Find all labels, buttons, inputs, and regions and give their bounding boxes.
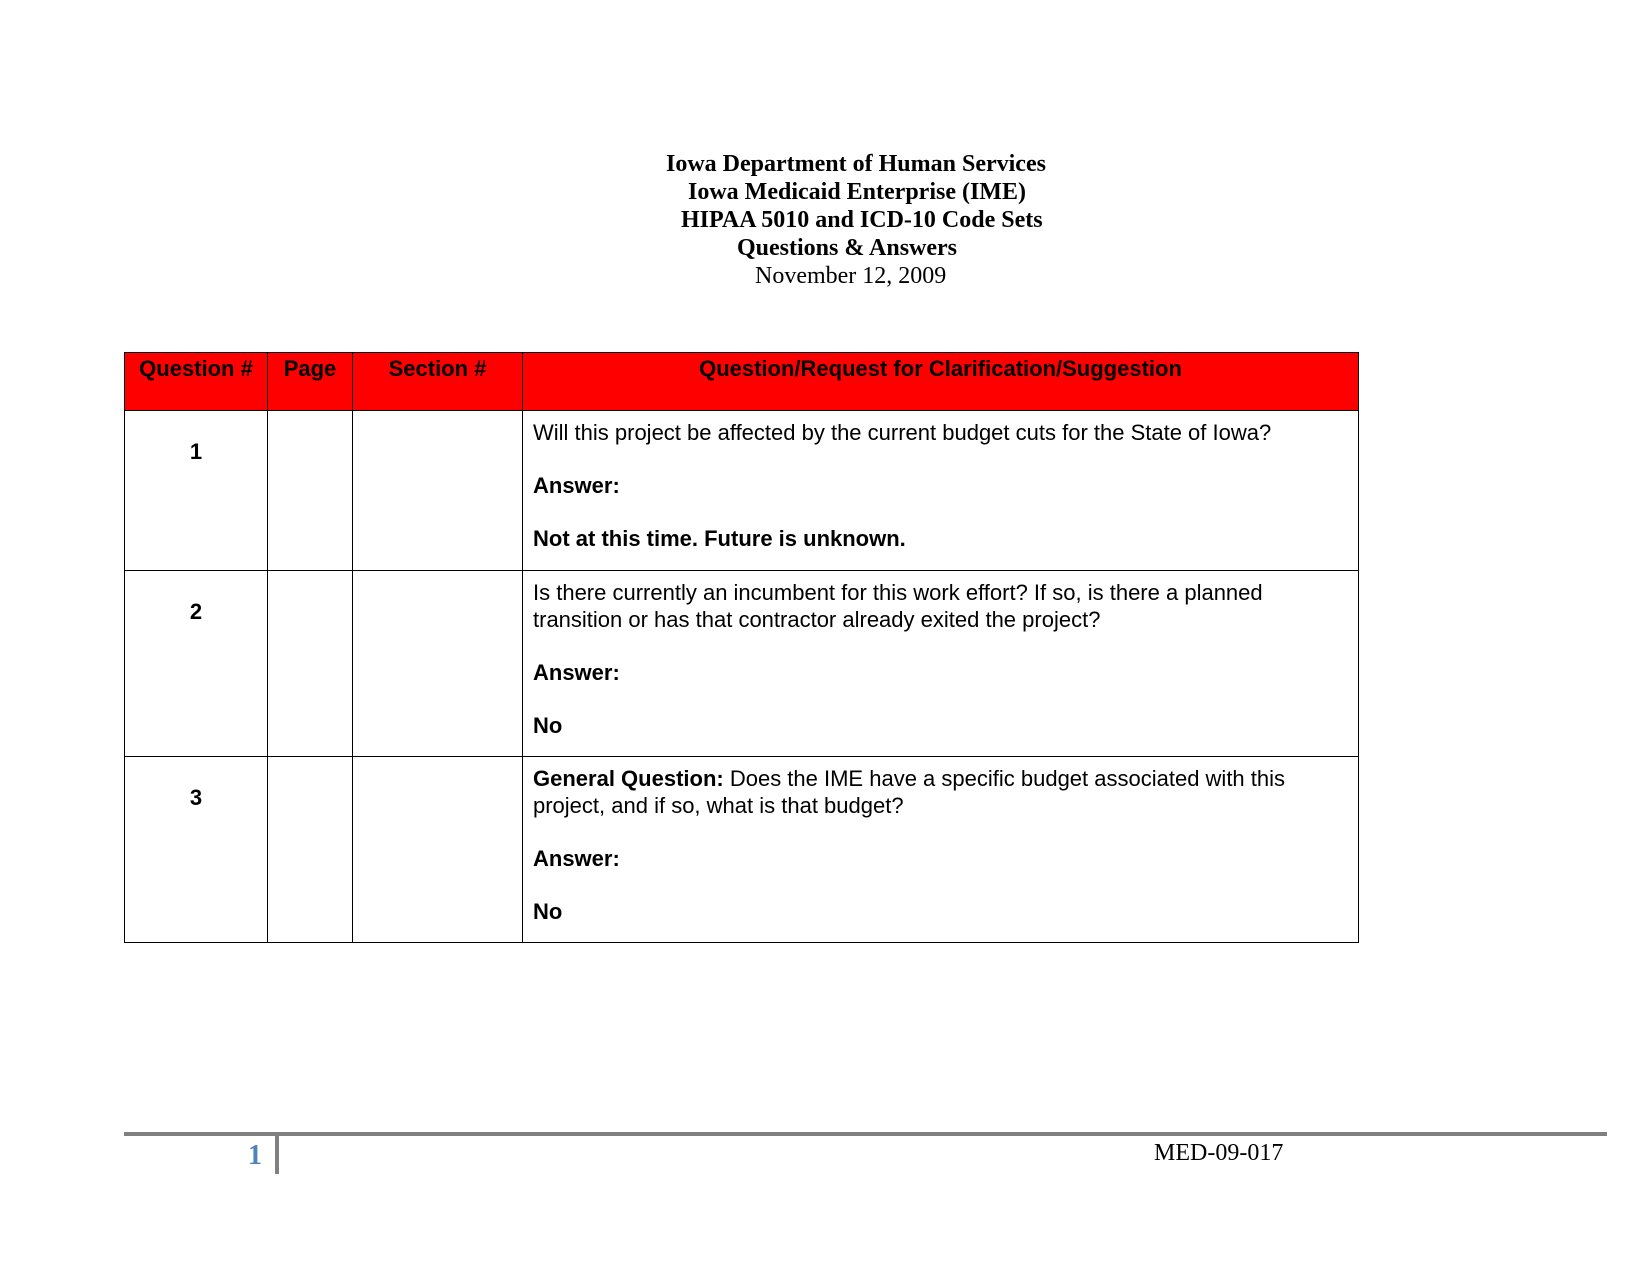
header-date: November 12, 2009 (755, 263, 947, 289)
column-header-question-number: Question # (125, 353, 268, 411)
answer-text: No (533, 713, 563, 738)
header-enterprise: Iowa Medicaid Enterprise (IME) (688, 179, 1026, 205)
footer-rule (124, 1132, 1607, 1136)
question-cell (523, 411, 1359, 571)
question-cell (523, 757, 1359, 943)
table-row (125, 411, 1359, 571)
question-number: 2 (125, 571, 268, 757)
question-body: Will this project be affected by the current budget cuts for the State of Iowa? (533, 420, 1272, 445)
question-body: Is there currently an incumbent for this work effort? If so, is there a planned transition or has that contractor already exited the project? (533, 580, 1263, 632)
question-body: Does the IME have a specific budget associated with this project, and if so, what is that budget? (533, 766, 1286, 818)
question-text (533, 765, 1348, 819)
answer-text: No (533, 899, 563, 924)
document-id: MED-09-017 (1154, 1140, 1284, 1166)
qa-table (124, 352, 1359, 943)
answer-label: Answer: (533, 846, 620, 871)
section-cell (353, 757, 523, 943)
section-cell (353, 411, 523, 571)
column-header-page: Page (268, 353, 353, 411)
question-text (533, 579, 1348, 633)
answer-label: Answer: (533, 473, 620, 498)
question-cell (523, 571, 1359, 757)
answer-label: Answer: (533, 660, 620, 685)
table-row (125, 571, 1359, 757)
header-subject: HIPAA 5010 and ICD-10 Code Sets (681, 207, 1043, 233)
page-number: 1 (248, 1140, 262, 1171)
answer-text: Not at this time. Future is unknown. (533, 526, 906, 551)
table-row (125, 757, 1359, 943)
question-prefix: General Question: (533, 766, 724, 791)
question-text (533, 419, 1348, 446)
page-cell (268, 757, 353, 943)
section-cell (353, 571, 523, 757)
table-header-row (125, 353, 1359, 411)
page-number-divider (275, 1136, 279, 1174)
column-header-question: Question/Request for Clarification/Suggestion (523, 353, 1359, 411)
question-number: 1 (125, 411, 268, 571)
header-title: Questions & Answers (737, 235, 958, 261)
question-number: 3 (125, 757, 268, 943)
page-cell (268, 411, 353, 571)
column-header-section: Section # (353, 353, 523, 411)
header-agency: Iowa Department of Human Services (666, 151, 1046, 177)
page-cell (268, 571, 353, 757)
